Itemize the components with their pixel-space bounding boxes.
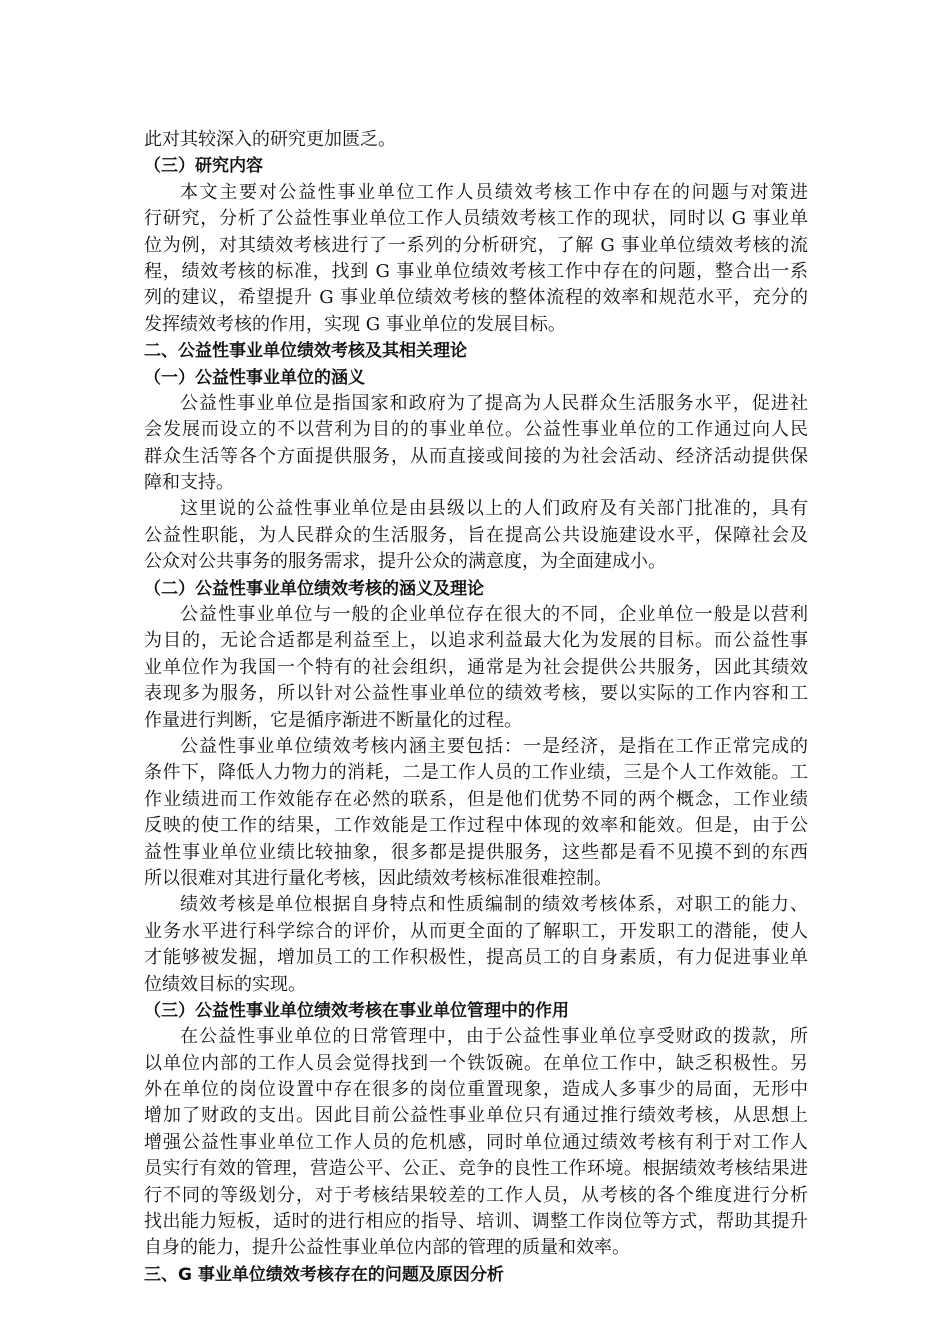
- text-line: 业务水平进行科学综合的评价，从而更全面的了解职工，开发职工的潜能，使人: [144, 920, 808, 942]
- text-line: 行不同的等级划分，对于考核结果较差的工作人员，从考核的各个维度进行分析: [144, 1184, 808, 1206]
- text-line: 以单位内部的工作人员会觉得找到一个铁饭碗。在单位工作中，缺乏积极性。另: [144, 1052, 808, 1074]
- section-heading-research-content: （三）研究内容: [144, 156, 263, 177]
- text-line: 反映的使工作的结果，工作效能是工作过程中体现的效率和能效。但是，由于公: [144, 815, 808, 837]
- text-line: 本文主要对公益性事业单位工作人员绩效考核工作中存在的问题与对策进: [180, 181, 808, 203]
- text-line: 公益性事业单位与一般的企业单位存在很大的不同，企业单位一般是以营利: [180, 604, 808, 626]
- text-line: 发挥绩效考核的作用，实现 G 事业单位的发展目标。: [144, 313, 566, 335]
- text-line: 绩效考核是单位根据自身特点和性质编制的绩效考核体系，对职工的能力、: [180, 894, 808, 916]
- text-line: 程，绩效考核的标准，找到 G 事业单位绩效考核工作中存在的问题，整合出一系: [144, 260, 808, 282]
- text-line: 公益性事业单位绩效考核内涵主要包括：一是经济，是指在工作正常完成的: [180, 735, 808, 757]
- text-line: 表现多为服务，所以针对公益性事业单位的绩效考核，要以实际的工作内容和工: [144, 683, 808, 705]
- text-line: 公益性事业单位是指国家和政府为了提高为人民群众生活服务水平，促进社: [180, 392, 808, 414]
- section-heading-performance-theory: （二）公益性事业单位绩效考核的涵义及理论: [144, 578, 484, 599]
- text-line: 条件下，降低人力物力的消耗，二是工作人员的工作业绩，三是个人工作效能。工: [144, 762, 808, 784]
- text-line: 公益性职能，为人民群众的生活服务，旨在提高公共设施建设水平，保障社会及: [144, 524, 808, 546]
- paragraph-theory-3: [144, 892, 808, 998]
- text-line: 障和支持。: [144, 472, 234, 494]
- text-line: 才能够被发掘，增加员工的工作积极性，提高员工的自身素质，有力促进事业单: [144, 947, 808, 969]
- text-line: 作业绩进而工作效能存在必然的联系，但是他们优势不同的两个概念，工作业绩: [144, 788, 808, 810]
- section-heading-role-in-management: （三）公益性事业单位绩效考核在事业单位管理中的作用: [144, 1000, 569, 1021]
- paragraph-definition-1: [144, 391, 808, 497]
- text-line: 增强公益性事业单位工作人员的危机感，同时单位通过绩效考核有利于对工作人: [144, 1131, 808, 1153]
- text-line: 增加了财政的支出。因此目前公益性事业单位只有通过推行绩效考核，从思想上: [144, 1105, 808, 1127]
- paragraph-theory-2: [144, 734, 808, 892]
- text-line: 作量进行判断，它是循序渐进不断量化的过程。: [144, 709, 522, 731]
- section-heading-definition: （一）公益性事业单位的涵义: [144, 367, 365, 388]
- chapter-heading-2: 二、公益性事业单位绩效考核及其相关理论: [144, 341, 467, 362]
- chapter-heading-3: 三、G 事业单位绩效考核存在的问题及原因分析: [144, 1264, 504, 1285]
- text-line: 自身的能力，提升公益性事业单位内部的管理的质量和效率。: [144, 1237, 630, 1259]
- text-line: 位为例，对其绩效考核进行了一系列的分析研究，了解 G 事业单位绩效考核的流: [144, 234, 808, 256]
- text-line: 行研究，分析了公益性事业单位工作人员绩效考核工作的现状，同时以 G 事业单: [144, 208, 808, 230]
- paragraph-theory-1: [144, 602, 808, 734]
- text-line: 会发展而设立的不以营利为目的的事业单位。公益性事业单位的工作通过向人民: [144, 419, 808, 441]
- paragraph-continuation: [144, 127, 808, 153]
- text-line: 位绩效目标的实现。: [144, 973, 306, 995]
- text-line: 此对其较深入的研究更加匮乏。: [144, 129, 396, 150]
- paragraph-definition-2: [144, 496, 808, 575]
- text-line: 益性事业单位业绩比较抽象，很多都是提供服务，这些都是看不见摸不到的东西: [144, 841, 808, 863]
- paragraph-research-content: [144, 180, 808, 338]
- text-line: 外在单位的岗位设置中存在很多的岗位重置现象，造成人多事少的局面，无形中: [144, 1079, 808, 1101]
- text-line: 所以很难对其进行量化考核，因此绩效考核标准很难控制。: [144, 867, 612, 889]
- document-page: [144, 127, 808, 1288]
- text-line: 这里说的公益性事业单位是由县级以上的人们政府及有关部门批准的，具有: [180, 498, 808, 520]
- text-line: 业单位作为我国一个特有的社会组织，通常是为社会提供公共服务，因此其绩效: [144, 656, 808, 678]
- text-line: 群众生活等各个方面提供服务，从而直接或间接的为社会活动、经济活动提供保: [144, 445, 808, 467]
- text-line: 找出能力短板，适时的进行相应的指导、培训、调整工作岗位等方式，帮助其提升: [144, 1211, 808, 1233]
- text-line: 为目的，无论合适都是利益至上，以追求利益最大化为发展的目标。而公益性事: [144, 630, 808, 652]
- paragraph-role: [144, 1024, 808, 1262]
- text-line: 公众对公共事务的服务需求，提升公众的满意度，为全面建成小。: [144, 551, 666, 573]
- text-line: 在公益性事业单位的日常管理中，由于公益性事业单位享受财政的拨款，所: [180, 1026, 808, 1048]
- text-line: 列的建议，希望提升 G 事业单位绩效考核的整体流程的效率和规范水平，充分的: [144, 287, 808, 309]
- text-line: 员实行有效的管理，营造公平、公正、竞争的良性工作环境。根据绩效考核结果进: [144, 1158, 808, 1180]
